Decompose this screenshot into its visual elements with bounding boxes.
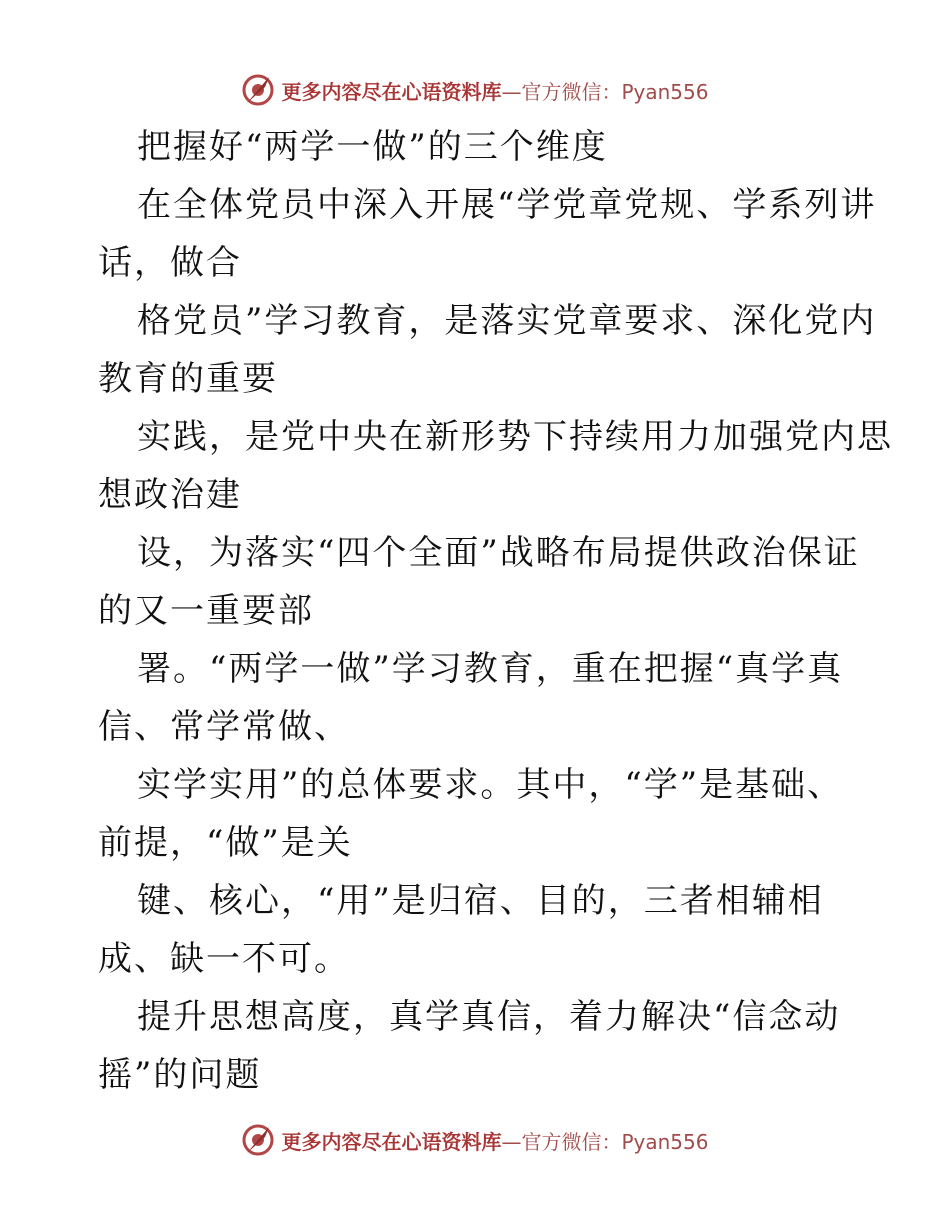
- paragraph-line: 前提，“做”是关: [98, 823, 353, 863]
- quill-logo-icon: [241, 73, 275, 107]
- paragraph-line: 成、缺一不可。: [98, 939, 350, 979]
- header-banner-secondary: —官方微信：Pyan556: [501, 79, 709, 104]
- quill-logo-icon: [241, 1123, 275, 1157]
- paragraph-line: 格党员”学习教育，是落实党章要求、深化党内: [137, 301, 877, 341]
- paragraph-line: 想政治建: [98, 475, 242, 515]
- document-title: 把握好“两学一做”的三个维度: [137, 127, 608, 167]
- paragraph-line: 信、常学常做、: [98, 707, 350, 747]
- paragraph-line: 在全体党员中深入开展“学党章党规、学系列讲: [137, 185, 877, 225]
- paragraph-line: 教育的重要: [98, 359, 278, 399]
- footer-banner-secondary: —官方微信：Pyan556: [501, 1129, 709, 1154]
- paragraph-line: 实学实用”的总体要求。其中，“学”是基础、: [137, 765, 844, 805]
- footer-watermark-banner: [0, 1120, 950, 1160]
- paragraph-line: 设，为落实“四个全面”战略布局提供政治保证: [137, 533, 860, 573]
- paragraph-line: 提升思想高度，真学真信，着力解决“信念动: [137, 997, 841, 1037]
- paragraph-line: 的又一重要部: [98, 591, 314, 631]
- header-watermark-banner: [0, 70, 950, 110]
- paragraph-line: 实践，是党中央在新形势下持续用力加强党内思: [137, 417, 893, 457]
- paragraph-line: 署。“两学一做”学习教育，重在把握“真学真: [137, 649, 844, 689]
- footer-banner-text: [281, 1126, 708, 1155]
- header-banner-primary: 更多内容尽在心语资料库: [281, 79, 502, 104]
- paragraph-line: 键、核心，“用”是归宿、目的，三者相辅相: [137, 881, 824, 921]
- header-banner-text: [281, 76, 708, 105]
- footer-banner-primary: 更多内容尽在心语资料库: [281, 1129, 502, 1154]
- paragraph-line: 话，做合: [98, 243, 242, 283]
- paragraph-line: 摇”的问题: [98, 1055, 262, 1095]
